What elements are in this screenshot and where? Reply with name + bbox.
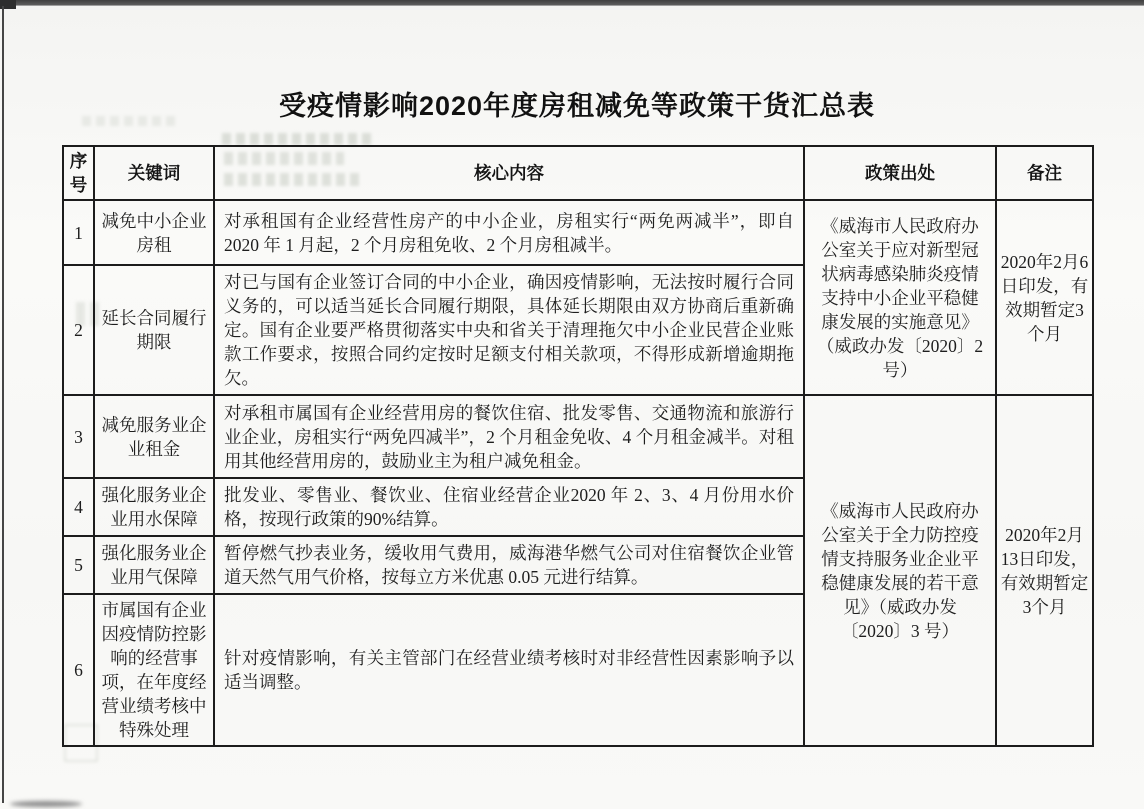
row-keyword: 市属国有企业因疫情防控影响的经营事项，在年度经营业绩考核中特殊处理 [94, 594, 214, 746]
bleed-through-mark [222, 133, 372, 145]
row-keyword: 减免服务业企业租金 [94, 395, 214, 478]
row-keyword: 强化服务业企业用气保障 [94, 536, 214, 594]
row-content: 对承租市属国有企业经营用房的餐饮住宿、批发零售、交通物流和旅游行业企业，房租实行“两免四减半”，2 个月租金免收、4 个月租金减半。对租用其他经营用房的，鼓励业主为租户减免租金。 [214, 395, 804, 478]
row-keyword: 减免中小企业房租 [94, 200, 214, 265]
header-content: 核心内容 [214, 146, 804, 200]
header-number: 序号 [63, 146, 94, 200]
row-content: 暂停燃气抄表业务，缓收用气费用，威海港华燃气公司对住宿餐饮企业管道天然气用气价格，按每立方米优惠 0.05 元进行结算。 [214, 536, 804, 594]
remark-cell: 2020年2月6日印发，有效期暂定3个月 [996, 200, 1093, 395]
table-row [63, 395, 1093, 478]
policy-source-cell: 《威海市人民政府办公室关于应对新型冠状病毒感染肺炎疫情支持中小企业平稳健康发展的实施意见》（威政办发〔2020〕2 号） [804, 200, 996, 395]
scan-edge-top [0, 0, 1144, 6]
row-content: 对已与国有企业签订合同的中小企业，确因疫情影响，无法按时履行合同义务的，可以适当延长合同履行期限，具体延长期限由双方协商后重新确定。国有企业要严格贯彻落实中央和省关于清理拖欠中小企业民营企业账款工作要求，按照合同约定按时足额支付相关款项，不得形成新增逾期拖欠。 [214, 265, 804, 395]
table-header-row [63, 146, 1093, 200]
header-keyword: 关键词 [94, 146, 214, 200]
row-number: 2 [63, 265, 94, 395]
row-content: 批发业、零售业、餐饮业、住宿业经营企业2020 年 2、3、4 月份用水价格，按现行政策的90%结算。 [214, 478, 804, 536]
row-keyword: 延长合同履行期限 [94, 265, 214, 395]
row-number: 6 [63, 594, 94, 746]
scan-edge-left [2, 6, 4, 803]
remark-cell: 2020年2月13日印发，有效期暂定3个月 [996, 395, 1093, 746]
row-number: 5 [63, 536, 94, 594]
document-title: 受疫情影响2020年度房租减免等政策干货汇总表 [278, 91, 876, 121]
table-row [63, 200, 1093, 265]
row-content: 针对疫情影响，有关主管部门在经营业绩考核时对非经营性因素影响予以适当调整。 [214, 594, 804, 746]
header-remark: 备注 [996, 146, 1093, 200]
row-number: 4 [63, 478, 94, 536]
scan-smudge-bottom-left [10, 801, 82, 807]
policy-source-cell: 《威海市人民政府办公室关于全力防控疫情支持服务业企业平稳健康发展的若干意见》（威政办发〔2020〕3 号） [804, 395, 996, 746]
row-number: 1 [63, 200, 94, 265]
row-keyword: 强化服务业企业用水保障 [94, 478, 214, 536]
row-number: 3 [63, 395, 94, 478]
header-source: 政策出处 [804, 146, 996, 200]
policy-summary-table [62, 145, 1094, 747]
row-content: 对承租国有企业经营性房产的中小企业，房租实行“两免两减半”，即自 2020 年 1 月起，2 个月房租免收、2 个月房租减半。 [214, 200, 804, 265]
